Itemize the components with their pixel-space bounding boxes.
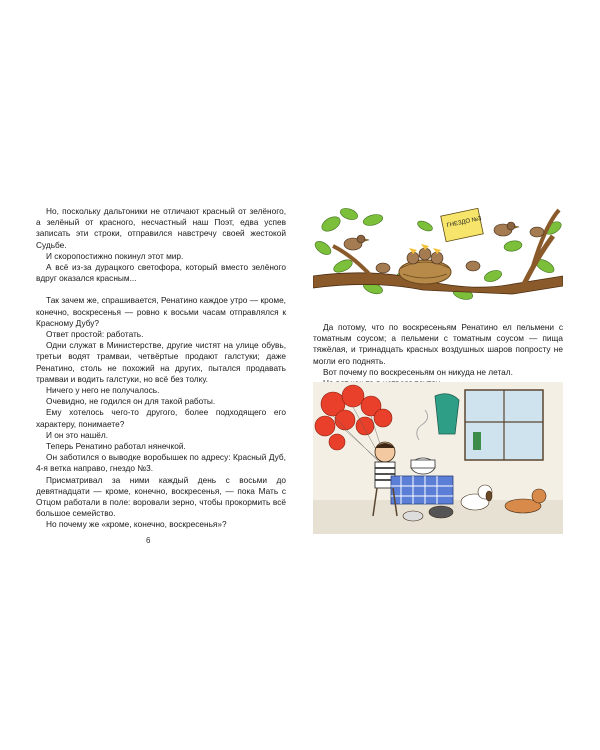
paragraph: Ничего у него не получалось. [46, 385, 160, 396]
paragraph: Но почему же «кроме, конечно, воскресенья»? [46, 519, 227, 530]
paragraph: Очевидно, не годился он для такой работы. [46, 396, 216, 407]
paragraph: И скоропостижно покинул этот мир. [46, 250, 184, 261]
paragraph: Так зачем же, спрашивается, Ренатино каждое утро — кроме, конечно, воскресенья — ровно к восьми часам отправлялся к Красному Дубу? [36, 295, 286, 328]
paragraph: Ответ простой: работать. [46, 329, 144, 340]
left-page-text [36, 206, 286, 531]
paragraph-gap [36, 284, 286, 295]
paragraph: Да потому, что по воскресеньям Ренатино ел пельмени с томатным соусом; а пельмени с томатным соусом — пища тяжёлая, и тринадцать красных воздушных шаров попросту не могли его поднять. [313, 322, 563, 366]
boy-dinner-illustration [313, 382, 563, 534]
paragraph: Ему хотелось чего-то другого, более подходящего его характеру, понимаете? [36, 407, 286, 429]
paragraph: Теперь Ренатино работал нянечкой. [46, 441, 186, 452]
page-number: 6 [146, 536, 151, 545]
paragraph: И он это нашёл. [46, 429, 109, 440]
nest-illustration [313, 206, 563, 310]
nest-sign-text: ГНЕЗДО №3 [446, 215, 483, 230]
right-page-text [313, 322, 563, 389]
boy-dinner-illustration-svg [313, 382, 563, 534]
nest-illustration-svg [313, 206, 563, 310]
paragraph: А всё из-за дурацкого светофора, который вместо зелёного вдруг оказался красным... [36, 262, 286, 284]
paragraph: Одни служат в Министерстве, другие чистят на улице обувь, третьи водят трамваи, четвёртые продают галстуки; даже Ренатино, столь не похожий на других, пытался продавать трамваи и водить галстуки, но всё без толку. [36, 340, 286, 384]
paragraph: Он заботился о выводке воробышек по адресу: Красный Дуб, 4-я ветка направо, гнездо №3. [36, 452, 286, 474]
paragraph: Вот почему по воскресеньям он никуда не летал. [323, 366, 513, 377]
nest-sign [441, 208, 484, 241]
paragraph: Но, поскольку дальтоники не отличают красный от зелёного, а зелёный от красного, несчастный наш Поэт, едва успев записать эти строки, отправился навстречу своей жестокой Судьбе. [36, 206, 286, 250]
paragraph: Присматривал за ними каждый день с восьми до девятнадцати — кроме, конечно, воскресенья, — пока Мать с Отцом работали в поле: воровали зерно, чтобы прокормить всё большое семейство. [36, 474, 286, 519]
